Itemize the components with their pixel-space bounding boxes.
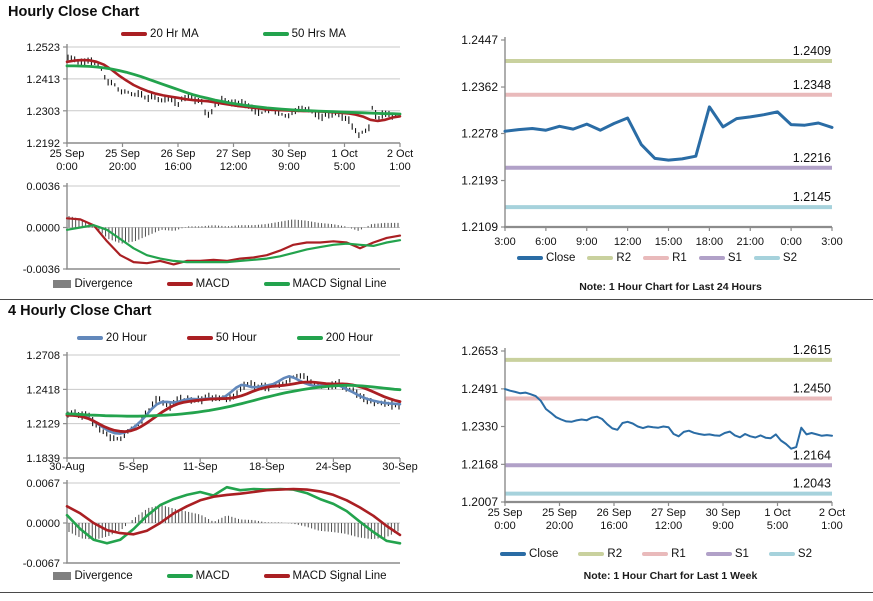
svg-text:0:00: 0:00: [56, 161, 78, 173]
svg-text:11-Sep: 11-Sep: [182, 461, 218, 473]
legend-line-swatch-icon: [578, 552, 604, 556]
svg-text:25 Sep: 25 Sep: [105, 148, 140, 160]
legend-item-50-hour: [187, 332, 257, 344]
svg-text:12:00: 12:00: [219, 161, 248, 173]
fourh-macd-chart: [0, 473, 420, 573]
legend-line-swatch-icon: [517, 256, 543, 260]
fourh-price-chart: [0, 345, 420, 477]
legend-item-r2: [578, 548, 622, 560]
svg-text:16:00: 16:00: [164, 161, 192, 173]
legend-item-r2: [587, 252, 631, 264]
legend-fourh-macd: [30, 570, 410, 582]
legend-line-swatch-icon: [699, 256, 725, 260]
legend-label: 50 Hour: [215, 332, 257, 344]
svg-text:30-Aug: 30-Aug: [49, 461, 85, 473]
note-hourly-sr: Note: 1 Hour Chart for Last 24 Hours: [579, 281, 762, 293]
legend-item-close: [500, 548, 558, 560]
svg-text:6:00: 6:00: [535, 236, 557, 248]
svg-text:-0.0067: -0.0067: [22, 558, 60, 570]
svg-text:1.2007: 1.2007: [461, 495, 498, 509]
legend-item-s2: [769, 548, 812, 560]
legend-line-swatch-icon: [187, 336, 213, 340]
svg-text:1.2615: 1.2615: [792, 342, 831, 357]
svg-text:1.1839: 1.1839: [26, 453, 60, 465]
legend-item-macd: [167, 278, 230, 290]
svg-text:20:00: 20:00: [108, 161, 137, 173]
legend-label: 50 Hrs MA: [291, 28, 346, 40]
svg-text:0.0067: 0.0067: [26, 478, 60, 490]
legend-label: S1: [734, 548, 749, 560]
legend-label: S2: [797, 548, 812, 560]
svg-text:12:00: 12:00: [613, 236, 642, 248]
legend-label: MACD: [195, 570, 230, 582]
svg-text:18:00: 18:00: [695, 236, 724, 248]
svg-text:1.2109: 1.2109: [461, 220, 498, 234]
legend-item-s1: [706, 548, 749, 560]
section-divider: [0, 299, 873, 300]
note-weekly-sr: Note: 1 Hour Chart for Last 1 Week: [583, 570, 758, 582]
svg-text:1.2708: 1.2708: [26, 350, 60, 362]
svg-text:1.2164: 1.2164: [792, 448, 831, 463]
legend-label: 20 Hr MA: [150, 28, 199, 40]
legend-line-swatch-icon: [264, 574, 290, 578]
legend-label: MACD: [195, 278, 230, 290]
svg-text:1.2450: 1.2450: [792, 381, 831, 396]
legend-line-swatch-icon: [167, 574, 193, 578]
svg-text:1:00: 1:00: [389, 161, 411, 173]
legend-hourly-macd: [30, 278, 410, 290]
svg-text:9:00: 9:00: [712, 520, 734, 532]
legend-item-macd: [167, 570, 230, 582]
svg-text:1.2653: 1.2653: [461, 344, 498, 358]
svg-text:18-Sep: 18-Sep: [249, 461, 285, 473]
section-title-hourly: Hourly Close Chart: [8, 4, 140, 20]
svg-text:30 Sep: 30 Sep: [705, 507, 741, 519]
legend-item-macd-signal-line: [264, 570, 387, 582]
legend-item-s1: [699, 252, 742, 264]
svg-text:1.2278: 1.2278: [461, 126, 498, 141]
svg-text:2 Oct: 2 Oct: [386, 148, 414, 160]
legend-line-swatch-icon: [706, 552, 732, 556]
svg-text:30-Sep: 30-Sep: [382, 461, 418, 473]
legend-item-r1: [642, 548, 686, 560]
legend-line-swatch-icon: [500, 552, 526, 556]
svg-text:5:00: 5:00: [333, 161, 356, 173]
svg-text:25 Sep: 25 Sep: [487, 507, 523, 519]
svg-text:1.2145: 1.2145: [792, 190, 831, 205]
svg-text:1.2523: 1.2523: [26, 42, 60, 54]
svg-text:1.2413: 1.2413: [26, 73, 60, 86]
svg-text:9:00: 9:00: [576, 236, 598, 248]
svg-text:1.2192: 1.2192: [26, 138, 60, 150]
legend-item-200-hour: [297, 332, 373, 344]
svg-text:1.2409: 1.2409: [792, 44, 831, 59]
legend-label: 20 Hour: [105, 332, 147, 344]
svg-text:1 Oct: 1 Oct: [331, 148, 358, 160]
legend-item-macd-signal-line: [264, 278, 387, 290]
svg-text:1.2043: 1.2043: [792, 476, 831, 491]
weekly-support-resistance-chart: [436, 340, 873, 540]
svg-text:1.2447: 1.2447: [461, 33, 498, 47]
legend-item-divergence: [53, 570, 132, 582]
svg-text:0.0036: 0.0036: [26, 181, 60, 193]
section-title-4hourly: 4 Hourly Close Chart: [8, 303, 152, 319]
svg-text:0:00: 0:00: [494, 520, 516, 532]
legend-item-20-hour: [77, 332, 147, 344]
legend-hourly-price: [67, 28, 400, 40]
svg-text:12:00: 12:00: [654, 520, 683, 532]
legend-label: R2: [607, 548, 623, 560]
legend-item-close: [517, 252, 575, 264]
legend-line-swatch-icon: [769, 552, 795, 556]
svg-text:25 Sep: 25 Sep: [542, 507, 577, 519]
legend-line-swatch-icon: [167, 282, 193, 286]
svg-text:0:00: 0:00: [780, 236, 802, 248]
svg-text:1.2303: 1.2303: [26, 105, 60, 118]
legend-line-swatch-icon: [643, 256, 669, 260]
svg-text:3:00: 3:00: [494, 236, 516, 248]
hourly-macd-chart: [0, 180, 420, 280]
svg-text:9:00: 9:00: [278, 161, 300, 173]
legend-line-swatch-icon: [642, 552, 668, 556]
hourly-support-resistance-chart: [436, 30, 873, 260]
svg-text:16:00: 16:00: [600, 520, 628, 532]
svg-text:-0.0036: -0.0036: [22, 264, 60, 276]
svg-text:15:00: 15:00: [654, 236, 683, 248]
svg-text:1.2348: 1.2348: [792, 77, 831, 92]
svg-text:1:00: 1:00: [821, 520, 843, 532]
legend-item-50-hrs-ma: [263, 28, 346, 40]
legend-label: Close: [546, 252, 576, 264]
legend-item-20-hr-ma: [121, 28, 199, 40]
legend-label: 200 Hour: [325, 332, 374, 344]
svg-text:27 Sep: 27 Sep: [651, 507, 686, 519]
svg-text:25 Sep: 25 Sep: [49, 148, 85, 160]
legend-label: R1: [672, 252, 687, 264]
svg-text:20:00: 20:00: [545, 520, 574, 532]
legend-line-swatch-icon: [754, 256, 780, 260]
svg-text:0.0000: 0.0000: [26, 222, 60, 235]
svg-text:5-Sep: 5-Sep: [118, 461, 149, 473]
legend-line-swatch-icon: [77, 336, 103, 340]
svg-text:5:00: 5:00: [766, 520, 789, 532]
svg-text:1.2491: 1.2491: [461, 381, 498, 396]
svg-text:30 Sep: 30 Sep: [271, 148, 307, 160]
svg-text:0.0000: 0.0000: [26, 518, 60, 530]
svg-text:1.2216: 1.2216: [792, 150, 831, 165]
legend-label: MACD Signal Line: [292, 278, 387, 290]
svg-text:3:00: 3:00: [821, 236, 843, 248]
legend-fourh-price: [45, 332, 405, 344]
legend-label: R1: [671, 548, 686, 560]
legend-label: MACD Signal Line: [292, 570, 387, 582]
legend-bar-swatch-icon: [53, 572, 71, 580]
svg-text:26 Sep: 26 Sep: [596, 507, 632, 519]
hourly-price-chart: [0, 40, 420, 182]
svg-text:1.2362: 1.2362: [461, 80, 498, 95]
svg-text:21:00: 21:00: [736, 236, 765, 248]
legend-weekly-sr: [444, 548, 868, 560]
legend-label: S1: [727, 252, 742, 264]
legend-line-swatch-icon: [587, 256, 613, 260]
svg-text:2 Oct: 2 Oct: [818, 507, 846, 519]
svg-text:1.2193: 1.2193: [461, 173, 498, 188]
legend-label: R2: [616, 252, 632, 264]
svg-text:24-Sep: 24-Sep: [315, 461, 352, 473]
svg-text:1 Oct: 1 Oct: [764, 507, 791, 519]
svg-text:26 Sep: 26 Sep: [160, 148, 196, 160]
svg-text:1.2129: 1.2129: [26, 418, 60, 431]
legend-line-swatch-icon: [297, 336, 323, 340]
legend-line-swatch-icon: [263, 32, 289, 36]
svg-text:1.2168: 1.2168: [461, 457, 498, 472]
legend-label: S2: [782, 252, 797, 264]
legend-bar-swatch-icon: [53, 280, 71, 288]
svg-text:27 Sep: 27 Sep: [216, 148, 251, 160]
legend-label: Divergence: [74, 278, 133, 290]
svg-text:1.2418: 1.2418: [26, 384, 60, 397]
legend-label: Close: [529, 548, 559, 560]
legend-item-s2: [754, 252, 797, 264]
legend-line-swatch-icon: [121, 32, 147, 36]
legend-item-divergence: [53, 278, 132, 290]
legend-line-swatch-icon: [264, 282, 290, 286]
svg-text:1.2330: 1.2330: [461, 419, 498, 434]
legend-hourly-sr: [452, 252, 862, 264]
legend-label: Divergence: [74, 570, 133, 582]
section-divider: [0, 592, 873, 593]
legend-item-r1: [643, 252, 687, 264]
